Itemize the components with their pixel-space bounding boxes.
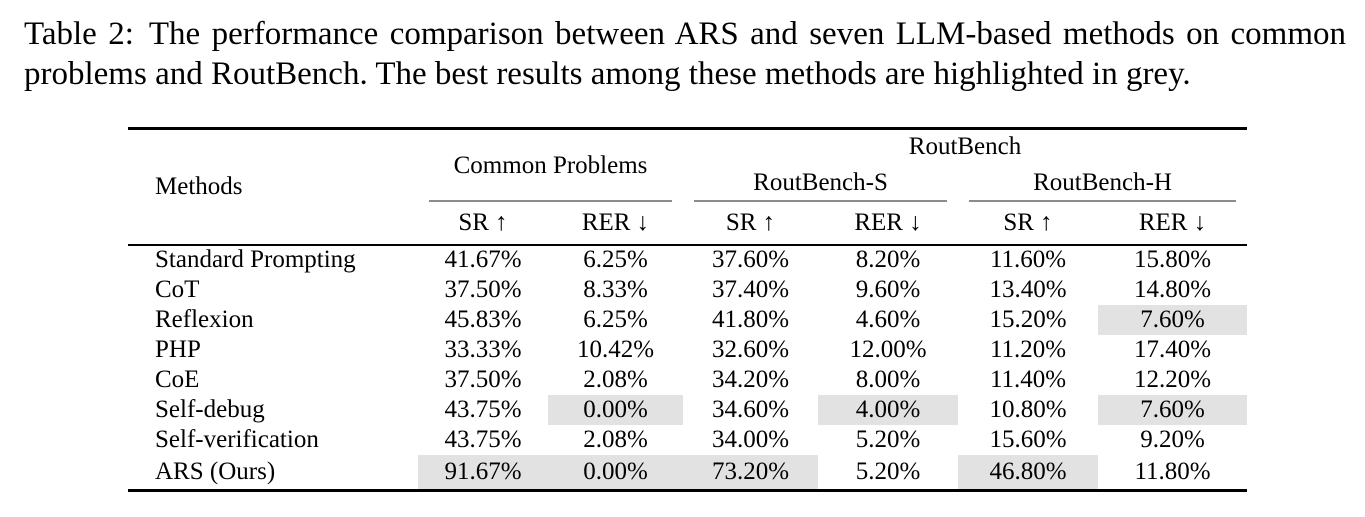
method-cell: PHP [155,335,201,363]
methods-column-header: Methods [155,172,243,200]
method-cell: CoT [155,275,200,303]
method-cell: Self-debug [155,395,265,423]
col-subgroup-routbench-h [958,165,1247,202]
value-cell: 9.20% [1140,425,1205,453]
value-cell: 9.60% [855,275,921,303]
value-cell: 91.67% [418,455,548,491]
table-row [128,425,1247,455]
value-cell: 73.20% [683,455,818,491]
value-cell: 2.08% [583,425,648,453]
metric-header-rer-routbench-s: RER ↓ [854,208,922,236]
value-cell: 12.00% [849,335,927,363]
value-cell: 46.80% [958,455,1098,491]
value-cell: 37.50% [444,275,522,303]
value-cell: 7.60% [1098,305,1247,335]
col-subgroup-routbench-s [683,165,958,202]
value-cell: 4.00% [818,395,958,425]
method-cell: ARS (Ours) [155,457,276,485]
caption-label: Table 2: [24,16,134,52]
group-underline [969,200,1236,202]
paper-table-figure [0,14,1365,517]
value-cell: 8.00% [855,365,921,393]
value-cell: 6.25% [583,246,648,273]
col-group-common-problems-label: Common Problems [453,151,648,179]
value-cell: 15.80% [1133,246,1212,273]
value-cell: 32.60% [711,335,790,363]
group-underline [429,200,672,202]
table-caption [24,14,1346,94]
table-row [128,455,1247,491]
value-cell: 8.20% [855,246,921,273]
col-subgroup-routbench-h-label: RoutBench-H [1033,169,1172,196]
value-cell: 5.20% [855,425,921,453]
results-table [128,127,1247,492]
value-cell: 43.75% [444,425,522,453]
value-cell: 34.20% [711,365,790,393]
value-cell: 6.25% [583,305,648,333]
value-cell: 33.33% [444,335,522,363]
caption-body: The performance comparison between ARS and seven LLM-based methods on common problems and RoutBench. The best results among these methods are highlighted in grey. [24,16,1347,92]
value-cell: 11.60% [989,246,1067,273]
value-cell: 0.00% [548,395,683,425]
value-cell: 37.60% [711,246,790,273]
value-cell: 11.20% [989,335,1067,363]
value-cell: 2.08% [583,365,648,393]
method-cell: Self-verification [155,425,319,453]
value-cell: 15.60% [989,425,1067,453]
table-row [128,395,1247,425]
value-cell: 37.40% [711,275,790,303]
metric-header-sr-routbench-s: SR ↑ [725,208,776,236]
group-underline [694,200,947,202]
metric-header-sr-routbench-h: SR ↑ [1003,208,1053,236]
table-row [128,275,1247,305]
value-cell: 43.75% [444,395,522,423]
value-cell: 11.40% [989,365,1067,393]
header-row-groups [128,129,1247,165]
value-cell: 11.80% [1134,457,1211,485]
value-cell: 15.20% [989,305,1067,333]
value-cell: 4.60% [855,305,921,333]
value-cell: 12.20% [1133,365,1212,393]
table-row [128,305,1247,335]
results-table-body [128,245,1247,491]
col-group-common-problems [418,129,683,202]
value-cell: 10.80% [989,395,1067,423]
method-cell: CoE [155,365,200,393]
results-table-head [128,129,1247,245]
table-row [128,335,1247,365]
col-group-routbench: RoutBench [908,133,1022,161]
value-cell: 0.00% [548,455,683,491]
method-cell: Reflexion [155,305,254,333]
metric-header-sr-common: SR ↑ [458,208,508,236]
value-cell: 41.80% [711,305,790,333]
table-row [128,365,1247,395]
metric-header-rer-common: RER ↓ [581,208,650,236]
table-row [128,245,1247,275]
metric-header-rer-routbench-h: RER ↓ [1138,208,1207,236]
col-subgroup-routbench-s-label: RoutBench-S [753,169,888,196]
value-cell: 37.50% [444,365,522,393]
value-cell: 8.33% [583,275,648,303]
value-cell: 34.00% [711,425,790,453]
value-cell: 41.67% [444,246,522,273]
value-cell: 34.60% [711,395,790,423]
value-cell: 7.60% [1098,395,1247,425]
value-cell: 14.80% [1133,275,1212,303]
value-cell: 13.40% [989,275,1067,303]
value-cell: 10.42% [576,335,655,363]
value-cell: 5.20% [855,457,921,485]
value-cell: 17.40% [1133,335,1212,363]
value-cell: 45.83% [444,305,522,333]
method-cell: Standard Prompting [155,246,356,273]
